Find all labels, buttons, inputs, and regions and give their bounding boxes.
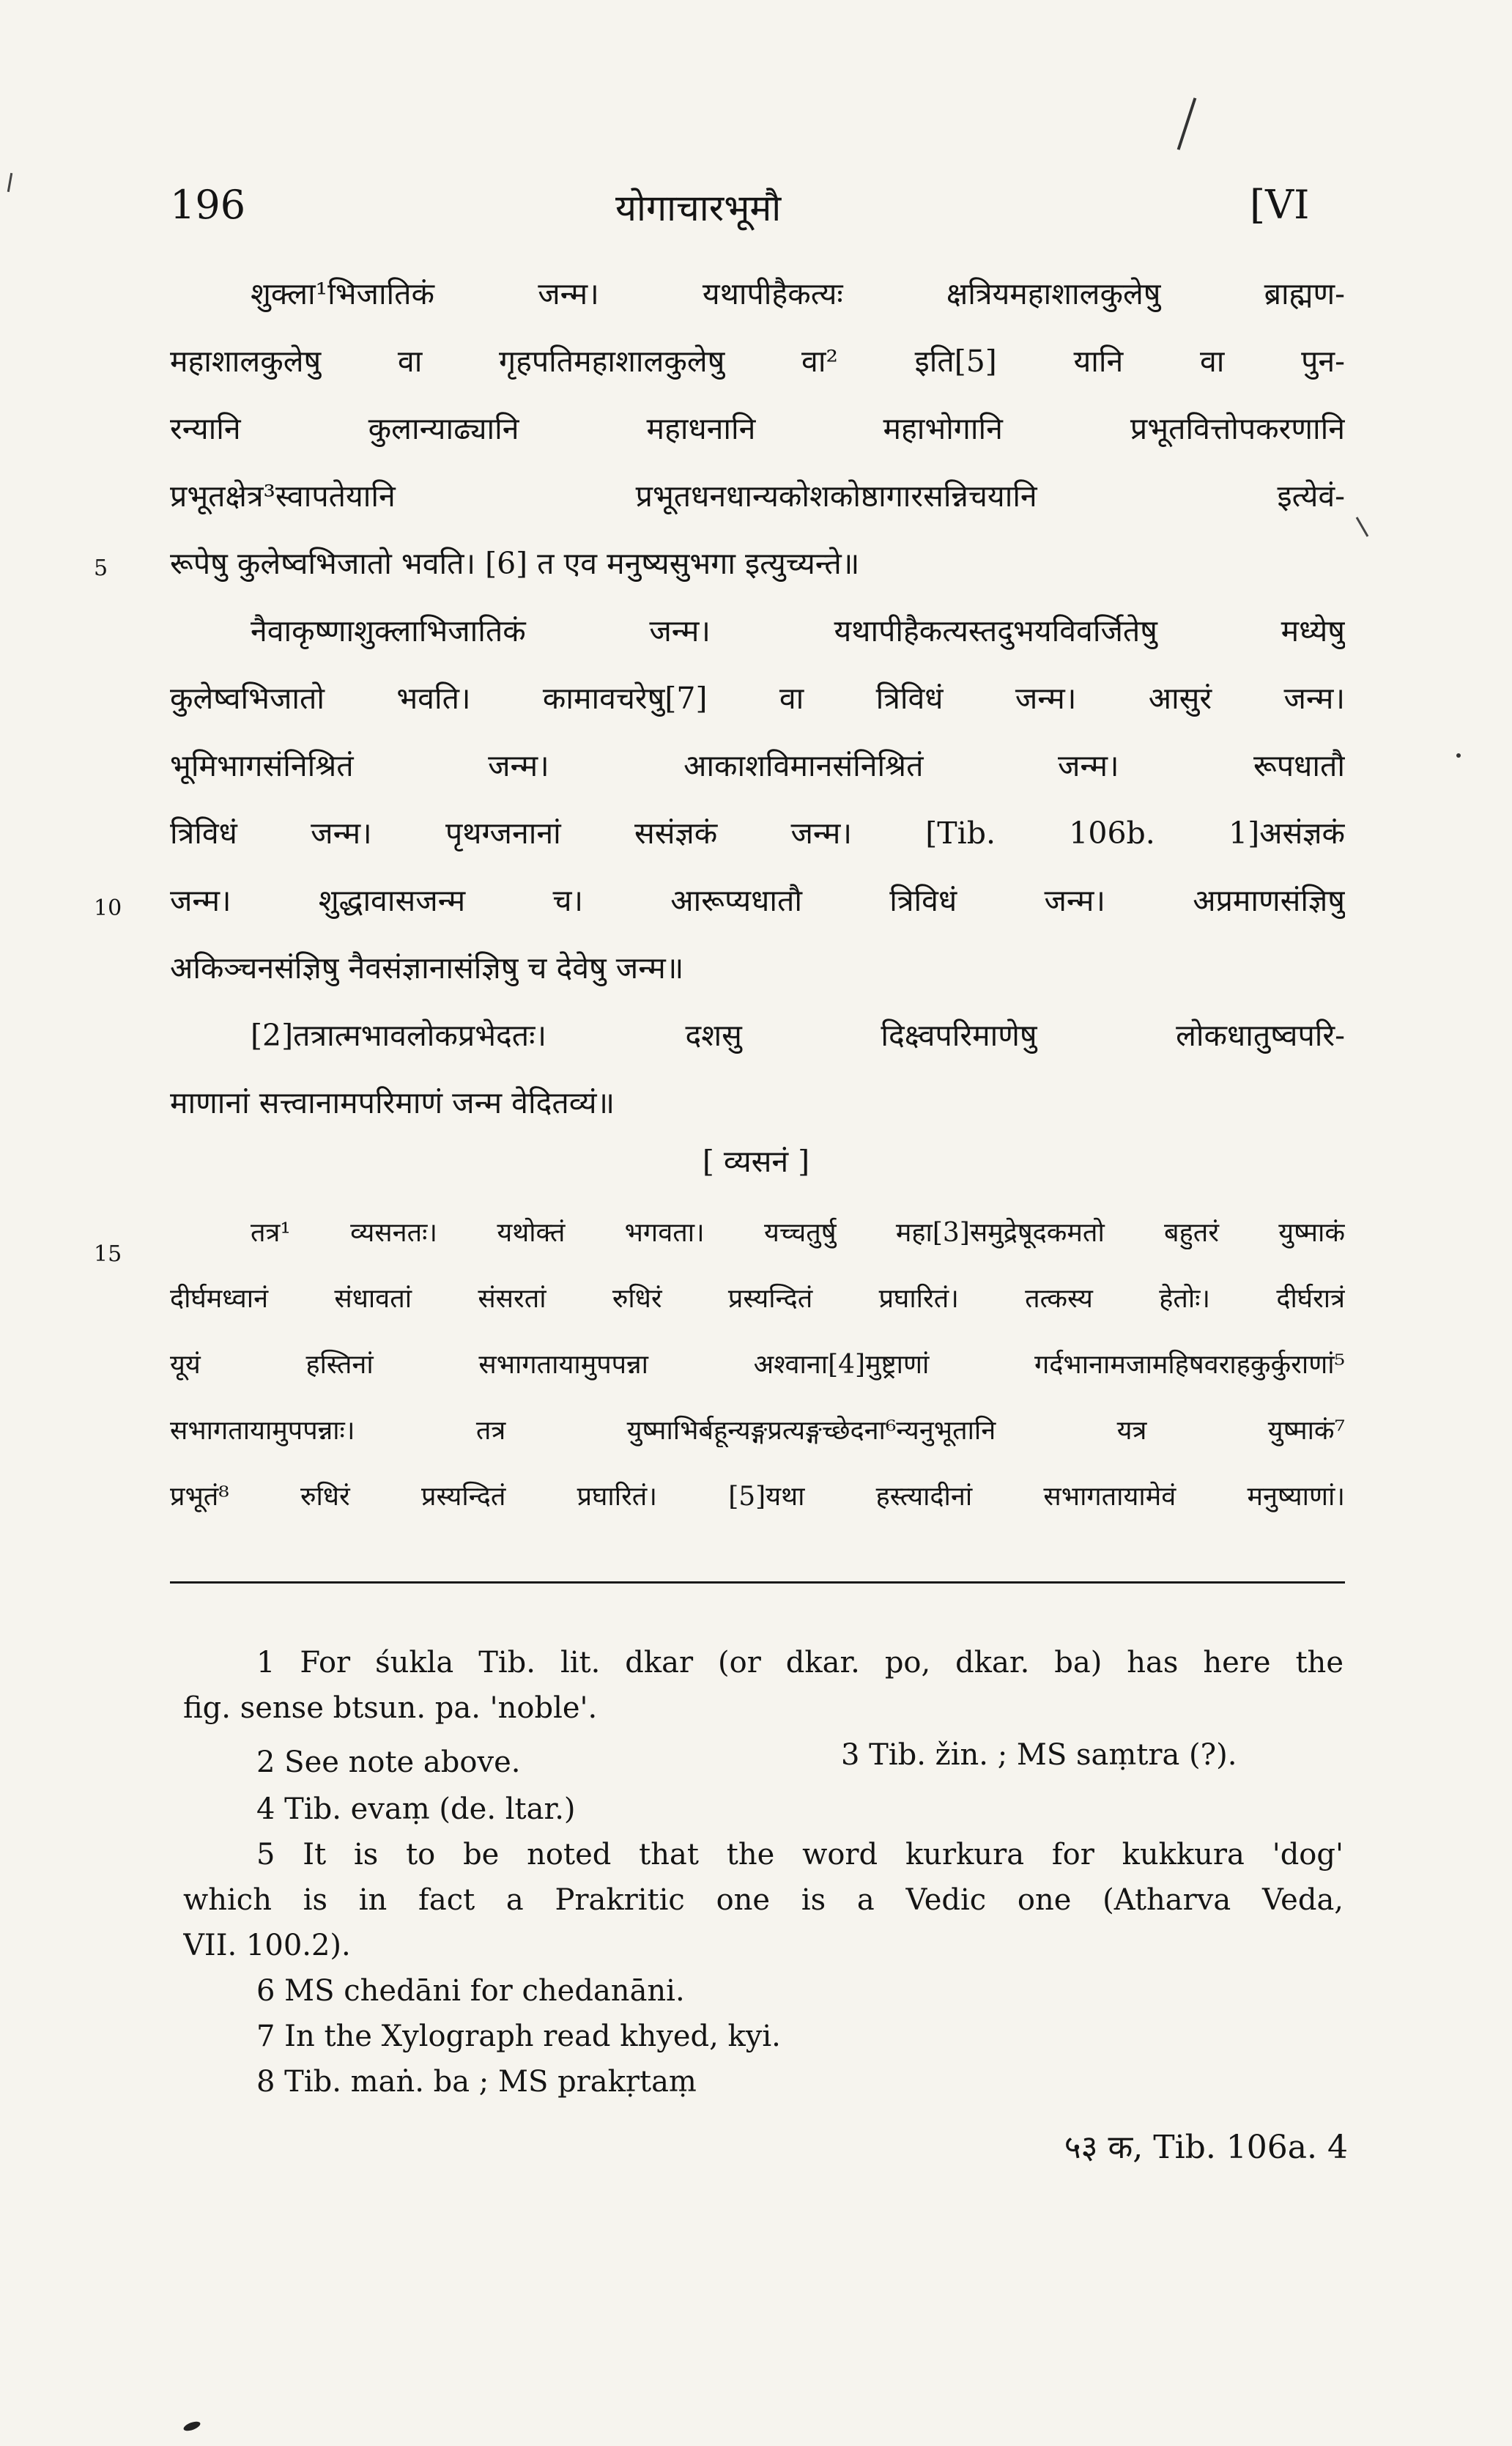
line-number-15: 15	[94, 1241, 122, 1267]
text-line: सभागतायामुपपन्नाः। तत्र युष्माभिर्बहून्यङ्गप्रत्यङ्गच्छेदना⁶न्यनुभूतानि यत्र युष्माकं⁷	[170, 1416, 1345, 1446]
footnote: 3 Tib. ži̇n. ; MS saṃtra (?).	[841, 1738, 1237, 1772]
text-line: शुक्ला¹भिजातिकं जन्म। यथापीहैकत्यः क्षत्रियमहाशालकुलेषु ब्राह्मण-	[251, 276, 1345, 311]
stray-margin-tick	[1356, 517, 1369, 536]
text-line: यूयं हस्तिनां सभागतायामुपपन्ना अश्वाना[4]मुष्ट्राणां गर्दभानामजामहिषवराहकुर्कुराणां⁵	[170, 1350, 1345, 1380]
footnote: 8 Tib. maṅ. ba ; MS prakṛtaṃ	[256, 2065, 697, 2099]
text-line: नैवाकृष्णाशुक्लाभिजातिकं जन्म। यथापीहैकत्यस्तदुभयविवर्जितेषु मध्येषु	[251, 613, 1345, 649]
folio-reference: ५३ क, Tib. 106a. 4	[1064, 2129, 1348, 2166]
text-line: प्रभूतं⁸ रुधिरं प्रस्यन्दितं प्रघारितं। [5]यथा हस्त्यादीनां सभागतायामेवं मनुष्याणां।	[170, 1482, 1345, 1512]
footnote: 6 MS chedāni for chedanāni.	[256, 1974, 685, 2008]
stray-dot-mark	[1456, 753, 1461, 758]
stray-tick-mark	[7, 173, 12, 192]
footnote: fig. sense btsun. pa. 'noble'.	[183, 1691, 598, 1725]
text-line: भूमिभागसंनिश्रितं जन्म। आकाशविमानसंनिश्रितं जन्म। रूपधातौ	[170, 748, 1345, 783]
footnote-divider	[170, 1581, 1345, 1584]
footnote: 4 Tib. evaṃ (de. ltar.)	[256, 1792, 576, 1826]
footnote: VII. 100.2).	[183, 1929, 351, 1962]
text-line: [2]तत्रात्मभावलोकप्रभेदतः। दशसु दिक्ष्वपरिमाणेषु लोकधातुष्वपरि-	[251, 1018, 1345, 1053]
section-mark: [VI	[1250, 182, 1310, 228]
text-line: महाशालकुलेषु वा गृहपतिमहाशालकुलेषु वा² इति[5] यानि वा पुन-	[170, 344, 1345, 379]
text-line: प्रभूतक्षेत्र³स्वापतेयानि प्रभूतधनधान्यकोशकोष्ठागारसन्निचयानि इत्येवं-	[170, 479, 1345, 514]
stray-bottom-mark	[182, 2420, 201, 2433]
text-line: अकिञ्चनसंज्ञिषु नैवसंज्ञानासंज्ञिषु च देवेषु जन्म॥	[170, 950, 684, 986]
page-number: 196	[170, 182, 246, 228]
line-number-10: 10	[94, 895, 122, 921]
text-line: रन्यानि कुलान्याढ्यानि महाधनानि महाभोगानि प्रभूतवित्तोपकरणानि	[170, 411, 1345, 446]
running-title: योगाचारभूमौ	[615, 187, 782, 229]
stray-slash-mark	[1177, 97, 1197, 150]
footnote: 7 In the Xylograph read khyed, kyi.	[256, 2020, 781, 2053]
text-line: दीर्घमध्वानं संधावतां संसरतां रुधिरं प्रस्यन्दितं प्रघारितं। तत्कस्य हेतोः। दीर्घरात्रं	[170, 1284, 1345, 1314]
text-line: त्रिविधं जन्म। पृथग्जनानां ससंज्ञकं जन्म। [Tib. 106b. 1]असंज्ञकं	[170, 816, 1345, 851]
footnote: which is in fact a Prakritic one is a Vedic one (Atharva Veda,	[183, 1883, 1344, 1917]
text-line: जन्म। शुद्धावासजन्म च। आरूप्यधातौ त्रिविधं जन्म। अप्रमाणसंज्ञिषु	[170, 883, 1345, 918]
text-line: तत्र¹ व्यसनतः। यथोक्तं भगवता। यच्चतुर्षु महा[3]समुद्रेषूदकमतो बहुतरं युष्माकं	[251, 1218, 1345, 1248]
footnote: 5 It is to be noted that the word kurkura for kukkura 'dog'	[256, 1838, 1344, 1872]
text-line: माणानां सत्त्वानामपरिमाणं जन्म वेदितव्यं॥	[170, 1085, 615, 1120]
line-number-5: 5	[94, 555, 108, 581]
section-heading: [ व्यसनं ]	[702, 1144, 810, 1179]
footnote: 2 See note above.	[256, 1745, 521, 1779]
text-line: रूपेषु कुलेष्वभिजातो भवति। [6] त एव मनुष्यसुभगा इत्युच्यन्ते॥	[170, 546, 860, 581]
text-line: कुलेष्वभिजातो भवति। कामावचरेषु[7] वा त्रिविधं जन्म। आसुरं जन्म।	[170, 681, 1345, 716]
footnote: 1 For śukla Tib. lit. dkar (or dkar. po, dkar. ba) has here the	[256, 1646, 1344, 1680]
